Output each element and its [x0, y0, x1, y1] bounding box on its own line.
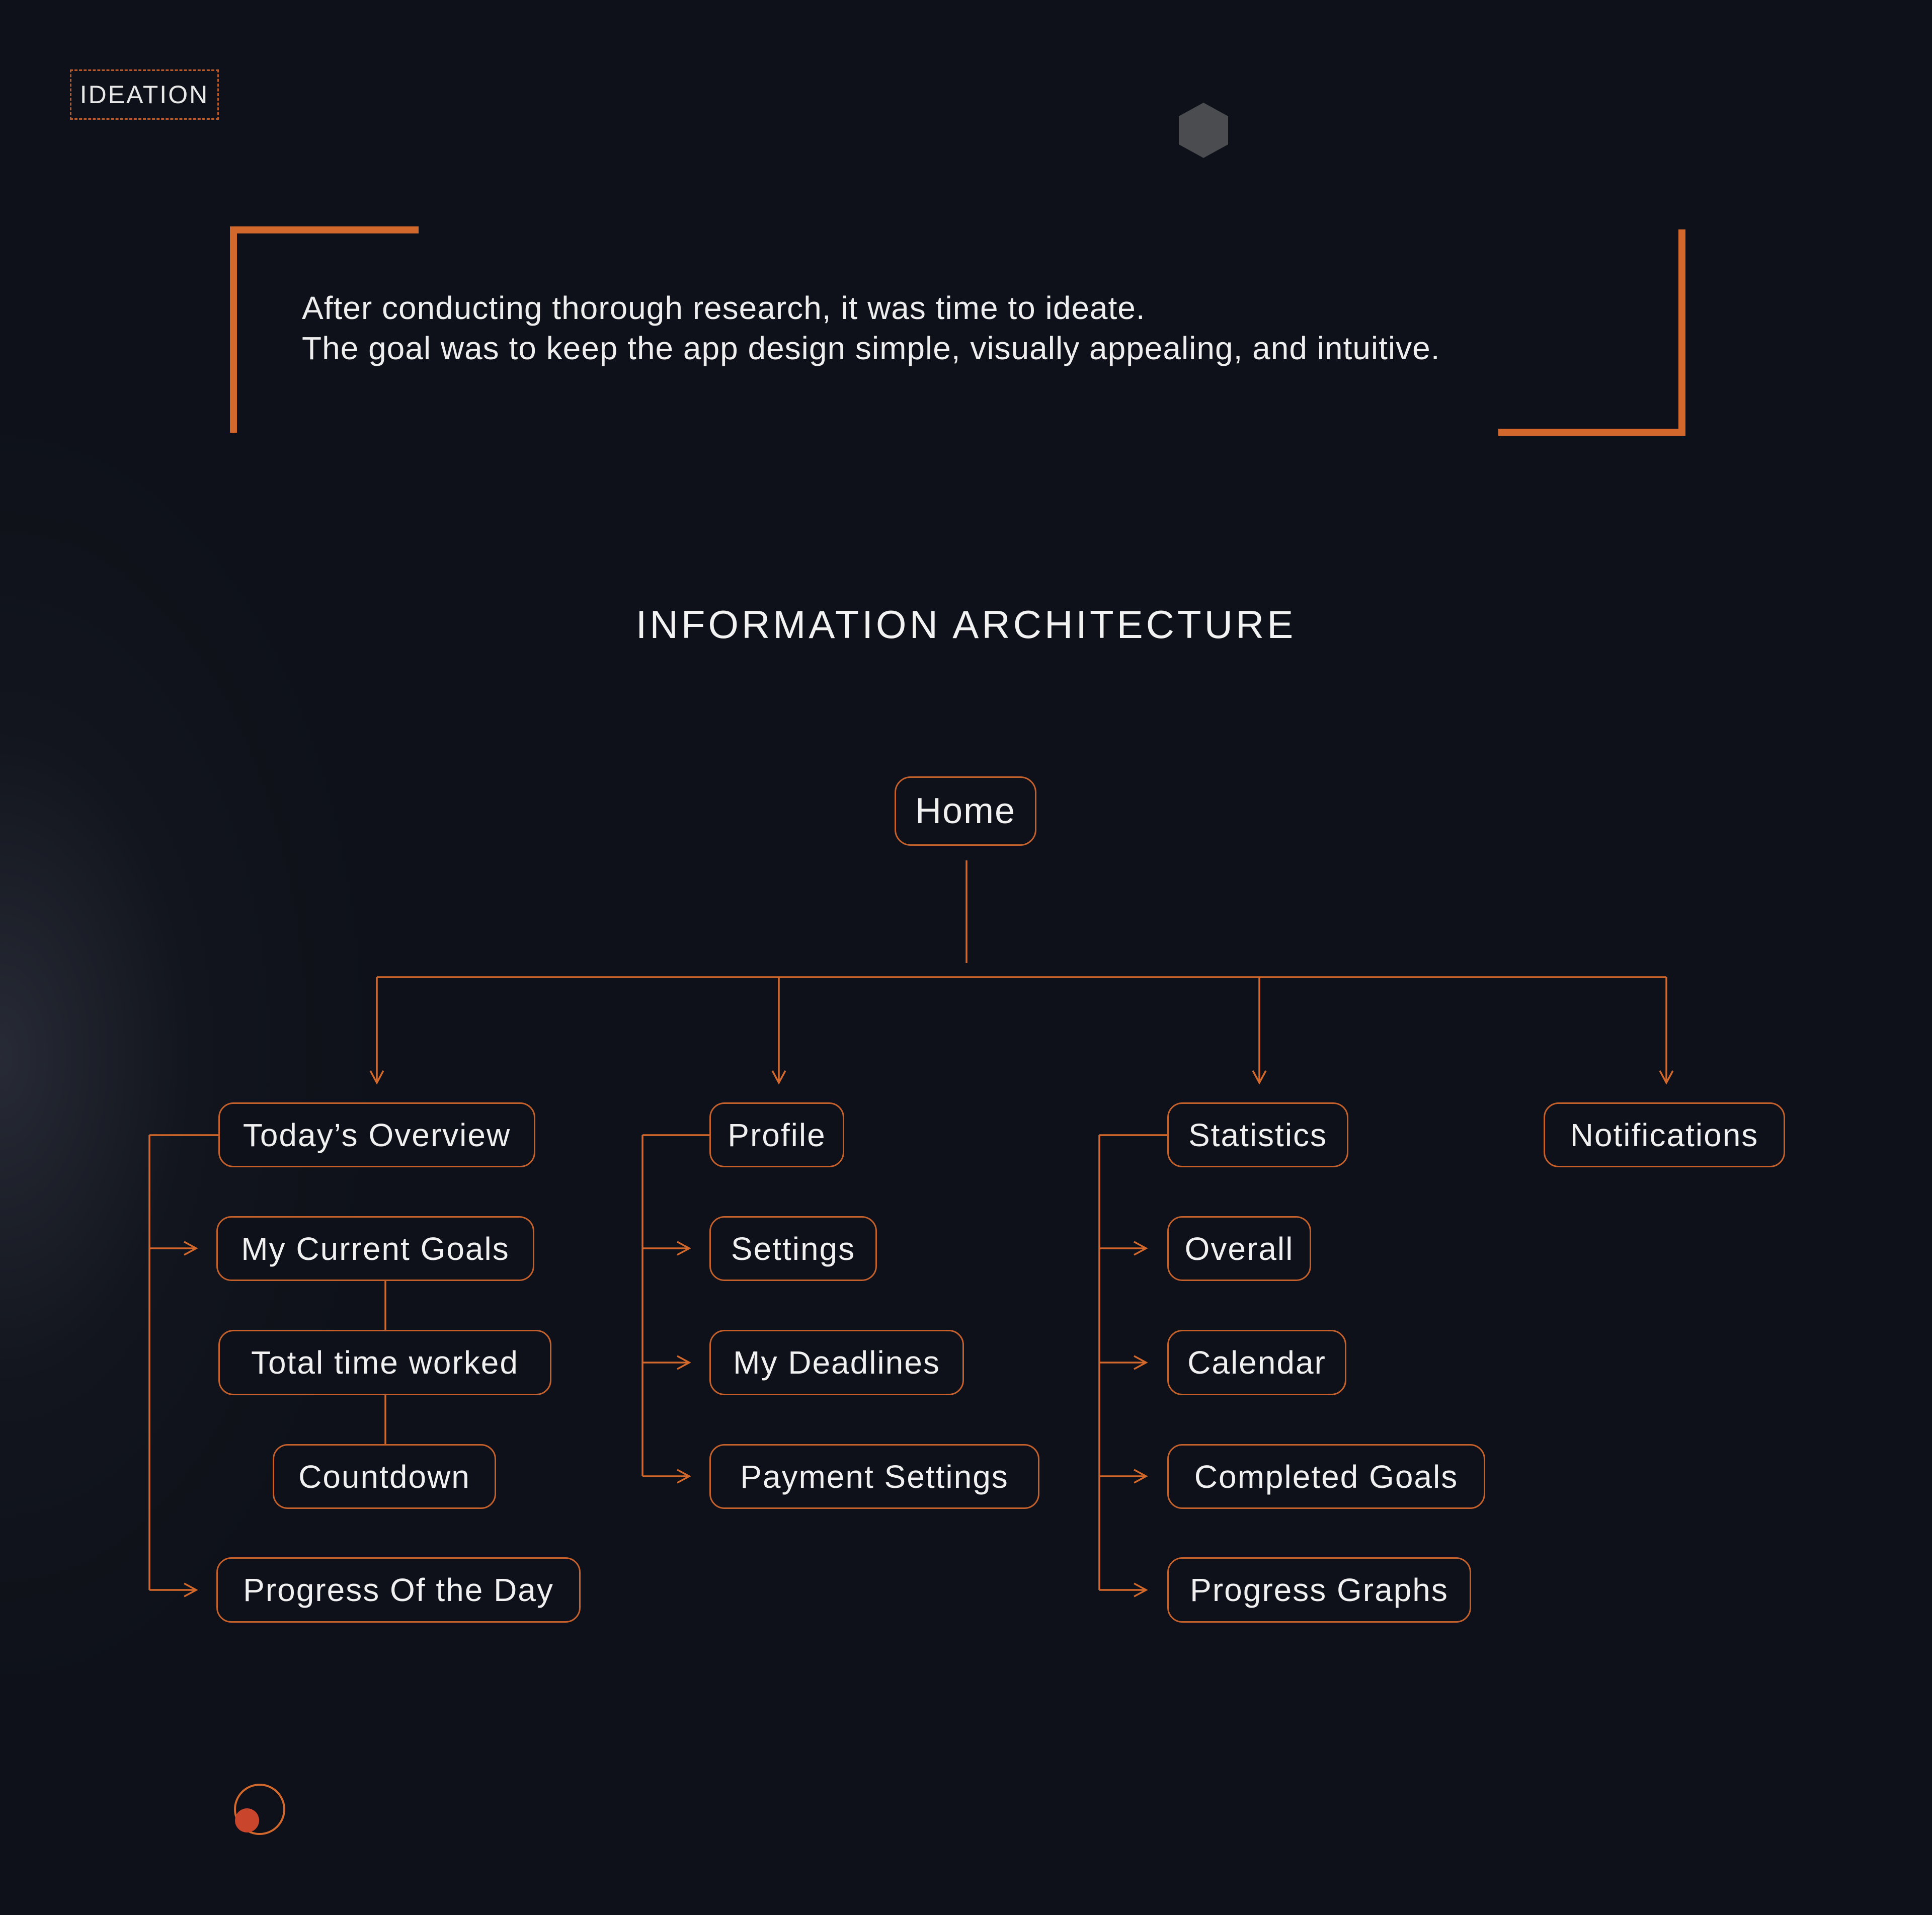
node-profile: Profile [709, 1102, 844, 1167]
node-my-deadlines: My Deadlines [709, 1330, 964, 1395]
node-settings: Settings [709, 1216, 877, 1281]
section-tag: IDEATION [70, 69, 219, 120]
quote-frame [0, 0, 1932, 453]
node-statistics: Statistics [1167, 1102, 1348, 1167]
node-payment-settings: Payment Settings [709, 1444, 1039, 1509]
node-todays-overview: Today’s Overview [218, 1102, 535, 1167]
intro-line-2: The goal was to keep the app design simple, visually appealing, and intuitive. [302, 330, 1440, 366]
decorative-circle-icon [233, 1783, 286, 1836]
intro-line-1: After conducting thorough research, it was time to ideate. [302, 290, 1146, 326]
section-title: INFORMATION ARCHITECTURE [635, 602, 1297, 647]
node-total-time-worked: Total time worked [218, 1330, 551, 1395]
hexagon-icon [1179, 103, 1228, 158]
node-progress-graphs: Progress Graphs [1167, 1557, 1471, 1623]
node-notifications: Notifications [1544, 1102, 1785, 1167]
node-completed-goals: Completed Goals [1167, 1444, 1485, 1509]
node-my-current-goals: My Current Goals [216, 1216, 534, 1281]
node-countdown: Countdown [273, 1444, 496, 1509]
node-overall: Overall [1167, 1216, 1311, 1281]
node-calendar: Calendar [1167, 1330, 1346, 1395]
intro-paragraph [302, 288, 1660, 368]
node-progress-of-the-day: Progress Of the Day [216, 1557, 581, 1623]
node-home: Home [895, 776, 1036, 846]
